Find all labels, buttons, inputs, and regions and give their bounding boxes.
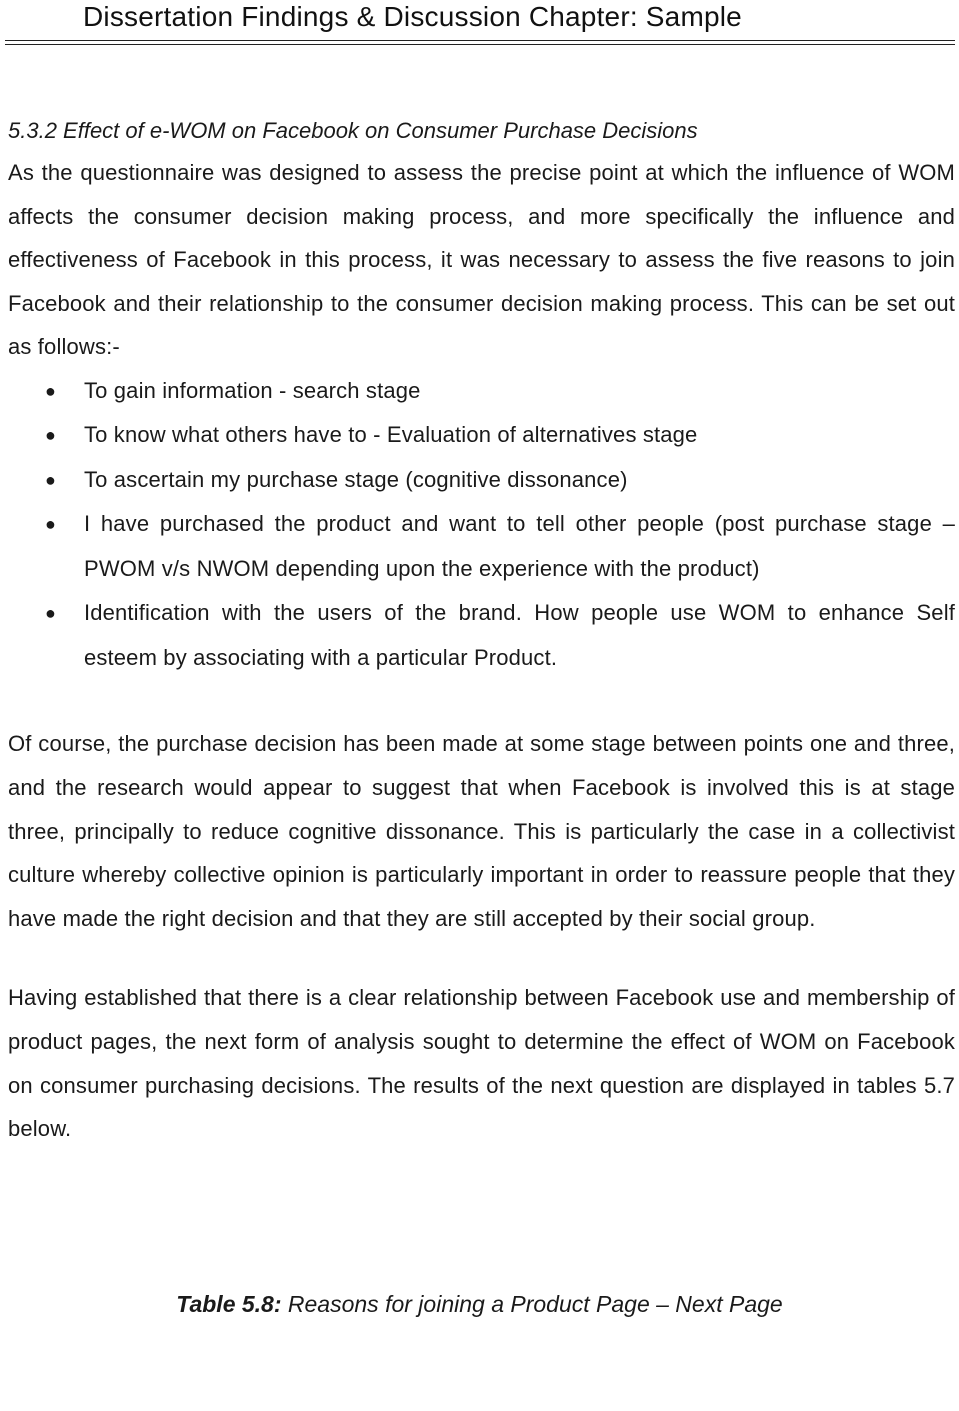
bullet-icon: ● xyxy=(45,425,57,446)
list-item xyxy=(8,458,955,503)
list-item xyxy=(8,413,955,458)
main-content xyxy=(8,111,955,1151)
discussion-paragraph: Of course, the purchase decision has been made at some stage between points one and three, and the research would appear to suggest that when Facebook is involved this is at stage three, principally to reduce cognitive dissonance. This is particularly the case in a collectivist culture whereby collective opinion is particularly important in order to reassure people that they have made the right decision and that they are still accepted by their social group. xyxy=(8,731,955,931)
list-item xyxy=(8,591,955,680)
header-divider xyxy=(5,40,955,45)
table-caption xyxy=(0,1287,959,1321)
analysis-paragraph: Having established that there is a clear relationship between Facebook use and membership of product pages, the next form of analysis sought to determine the effect of WOM on Facebook on consumer purchasing decisions. The results of the next question are displayed in tables 5.7 below. xyxy=(8,985,955,1142)
list-item-text: I have purchased the product and want to tell other people (post purchase stage – PWOM v/s NWOM depending upon the experience with the product) xyxy=(84,511,955,581)
bullet-icon: ● xyxy=(45,380,57,401)
intro-paragraph: As the questionnaire was designed to assess the precise point at which the influence of WOM affects the consumer decision making process, and more specifically the influence and effectiveness of Facebook in this process, it was necessary to assess the five reasons to join Facebook and their relationship to the consumer decision making process. This can be set out as follows:- xyxy=(8,160,955,360)
bullet-icon: ● xyxy=(45,514,57,535)
list-item-text: Identification with the users of the brand. How people use WOM to enhance Self esteem by associating with a particular Product. xyxy=(84,600,955,670)
page-header-title: Dissertation Findings & Discussion Chapter: Sample xyxy=(83,1,742,32)
table-caption-label: Table 5.8: xyxy=(176,1291,282,1317)
list-item xyxy=(8,369,955,414)
list-item xyxy=(8,502,955,591)
section-heading: 5.3.2 Effect of e-WOM on Facebook on Consumer Purchase Decisions xyxy=(8,118,698,143)
bullet-icon: ● xyxy=(45,469,57,490)
bullet-icon: ● xyxy=(45,603,57,624)
list-item-text: To ascertain my purchase stage (cognitive dissonance) xyxy=(84,466,628,492)
list-item-text: To know what others have to - Evaluation of alternatives stage xyxy=(84,422,698,448)
table-caption-text: Reasons for joining a Product Page – Next Page xyxy=(281,1291,783,1317)
reasons-list xyxy=(8,369,955,681)
list-item-text: To gain information - search stage xyxy=(84,377,421,403)
